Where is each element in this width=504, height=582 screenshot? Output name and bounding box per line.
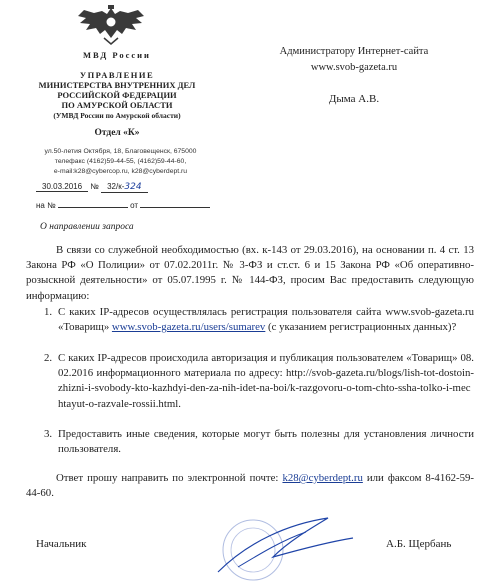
email-link[interactable]: k28@cyberdept.ru — [282, 472, 363, 484]
list-item — [26, 427, 474, 457]
recipient-site: www.svob-gazeta.ru — [310, 62, 398, 73]
ministry-label: МВД России — [83, 50, 151, 60]
list-text: С каких IP-адресов происходила авторизация и публикация пользователем «Товарищ» 08.02.2016 информационного материала по адресу: http://svob-gazeta.ru/blogs/lish-tot-dostoin-zhizni-i-svobody-kto-kazhdyi-den-za-nih-idet-na-boi/k-razgovoru-o-tom-chto-ssha-tolko-i-mechtayut-o-razvale-rossii.html. — [58, 352, 474, 410]
list-number: 1. — [44, 306, 53, 318]
section-title: Отдел «К» — [94, 128, 140, 138]
recipient-title: Администратору Интернет-сайта — [279, 46, 429, 57]
list-text: Предоставить иные сведения, которые могут быть полезны для установления личности пользователя. — [58, 428, 474, 456]
reply-paragraph — [26, 471, 474, 501]
list-item — [26, 305, 474, 335]
list-text: С каких IP-адресов осуществлялась регистрация пользователя сайта www.svob-gazeta.ru «Товарищ» — [58, 306, 474, 334]
department-line: МИНИСТЕРСТВА ВНУТРЕННИХ ДЕЛ — [38, 80, 196, 90]
reference-ot: от — [130, 201, 139, 210]
doc-number-handwritten: 324 — [124, 182, 142, 192]
signer-position: Начальник — [36, 538, 87, 550]
date-number-line — [36, 182, 236, 193]
intro-paragraph: В связи со служебной необходимостью (вх. к-143 от 29.03.2016), на основании п. 4 ст. 13 Закона РФ «О Полиции» от 07.02.2011г. № 3-ФЗ и ст.ст. 6 и 15 Закона РФ «Об оперативно-розыскной деятельности» от 05.07.1995 г. № 144-ФЗ, просим Вас предоставить следующую информацию: — [26, 244, 474, 302]
emails: e-mail:k28@cybercop.ru, k28@cyberdept.ru — [53, 168, 188, 175]
profile-link[interactable]: www.svob-gazeta.ru/users/sumarev — [111, 321, 266, 334]
list-text: (с указанием регистрационных данных)? — [265, 321, 457, 334]
reference-prefix: на № — [36, 201, 56, 210]
department-short-name: (УМВД России по Амурской области) — [53, 111, 181, 120]
reply-text: или факсом 8-4162-59-44-60. — [26, 472, 474, 500]
list-item — [26, 351, 474, 412]
address: ул.50-летия Октября, 18, Благовещенск, 675000 — [44, 148, 197, 155]
recipient-name: Дыма А.В. — [328, 93, 380, 105]
signature-stamp-image — [178, 512, 388, 582]
signer-name: А.Б. Щербань — [386, 538, 452, 550]
phones: телефакс (4162)59-44-55, (4162)59-44-60, — [54, 158, 187, 165]
mvd-emblem-logo — [74, 4, 148, 46]
subject: О направлении запроса — [40, 222, 134, 232]
reply-text: Ответ прошу направить по электронной почте: — [56, 472, 283, 484]
doc-date: 30.03.2016 — [36, 182, 88, 192]
department-line: РОССИЙСКОЙ ФЕДЕРАЦИИ — [57, 90, 177, 100]
number-prefix: № — [90, 182, 99, 191]
department-title: УПРАВЛЕНИЕ — [79, 70, 155, 80]
list-number: 3. — [44, 428, 53, 440]
list-number: 2. — [44, 352, 53, 364]
doc-number: 32/к- — [107, 182, 125, 191]
reference-line — [36, 201, 210, 210]
department-line: ПО АМУРСКОЙ ОБЛАСТИ — [61, 100, 173, 110]
